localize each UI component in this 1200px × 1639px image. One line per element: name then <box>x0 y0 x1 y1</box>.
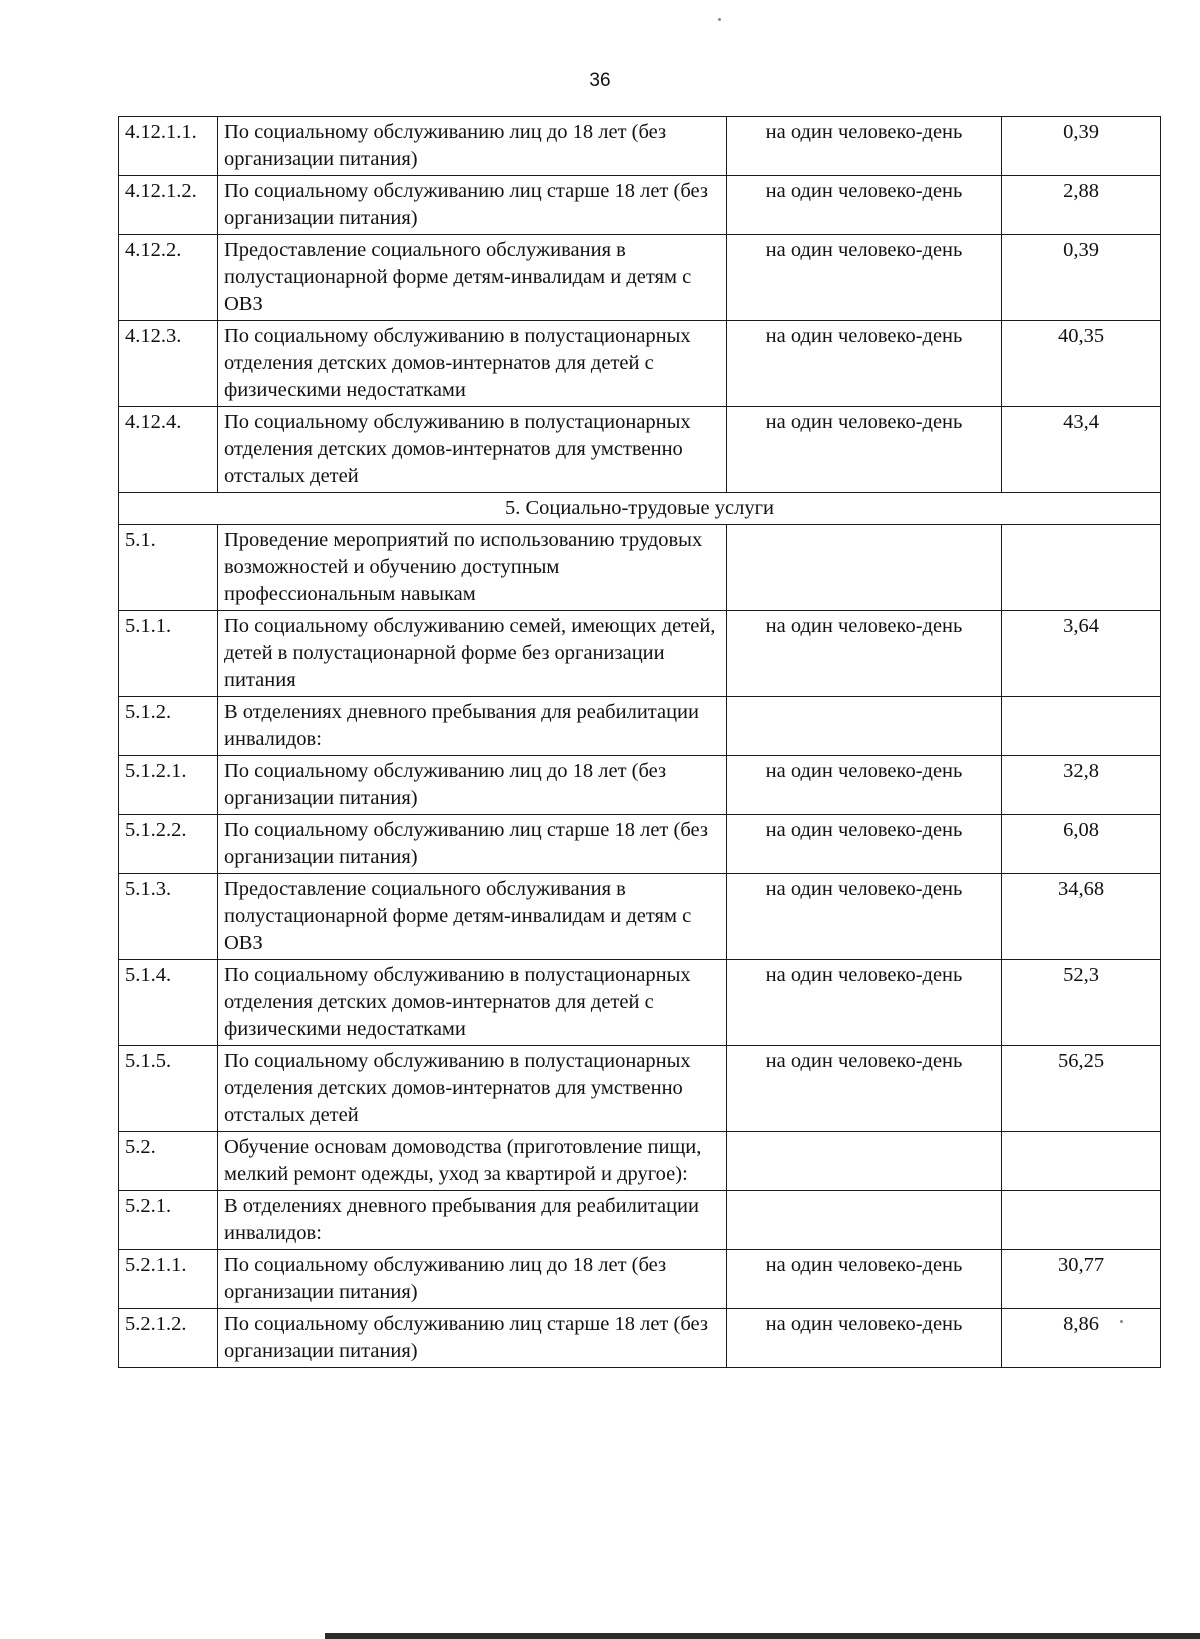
table-row <box>119 117 1161 176</box>
row-code: 5.1.2. <box>119 697 218 756</box>
row-value: 34,68 <box>1002 874 1161 960</box>
page-number: 36 <box>589 70 611 91</box>
tariff-table <box>118 116 1161 1368</box>
table-row <box>119 1046 1161 1132</box>
row-unit: на один человеко-день <box>727 1250 1002 1309</box>
table-row <box>119 1132 1161 1191</box>
row-description: По социальному обслуживанию в полустационарных отделения детских домов-интернатов для умственно отсталых детей <box>218 1046 727 1132</box>
row-code: 5.1.2.1. <box>119 756 218 815</box>
row-description: По социальному обслуживанию лиц старше 18 лет (без организации питания) <box>218 815 727 874</box>
row-code: 5.1.5. <box>119 1046 218 1132</box>
row-code: 5.2.1. <box>119 1191 218 1250</box>
table-row <box>119 407 1161 493</box>
row-code: 4.12.1.2. <box>119 176 218 235</box>
row-value: 2,88 <box>1002 176 1161 235</box>
table-row <box>119 611 1161 697</box>
row-code: 5.1.3. <box>119 874 218 960</box>
table-row <box>119 697 1161 756</box>
row-unit: на один человеко-день <box>727 117 1002 176</box>
row-value: 6,08 <box>1002 815 1161 874</box>
tariff-table-body <box>119 117 1161 1368</box>
table-row <box>119 1309 1161 1368</box>
table-row <box>119 235 1161 321</box>
row-description: По социальному обслуживанию в полустационарных отделения детских домов-интернатов для умственно отсталых детей <box>218 407 727 493</box>
table-row <box>119 1250 1161 1309</box>
table-row <box>119 756 1161 815</box>
row-unit <box>727 697 1002 756</box>
row-description: По социальному обслуживанию семей, имеющих детей, детей в полустационарной форме без организации питания <box>218 611 727 697</box>
row-description: По социальному обслуживанию лиц старше 18 лет (без организации питания) <box>218 1309 727 1368</box>
row-code: 5.1.2.2. <box>119 815 218 874</box>
row-description: Предоставление социального обслуживания в полустационарной форме детям-инвалидам и детям с ОВЗ <box>218 235 727 321</box>
row-unit: на один человеко-день <box>727 321 1002 407</box>
row-code: 5.1.4. <box>119 960 218 1046</box>
scan-speck <box>718 18 721 21</box>
row-code: 5.2. <box>119 1132 218 1191</box>
row-unit: на один человеко-день <box>727 815 1002 874</box>
table-row <box>119 525 1161 611</box>
row-unit: на один человеко-день <box>727 235 1002 321</box>
row-description: По социальному обслуживанию лиц до 18 лет (без организации питания) <box>218 117 727 176</box>
section-header-row <box>119 493 1161 525</box>
row-value: 0,39 <box>1002 117 1161 176</box>
row-code: 5.2.1.2. <box>119 1309 218 1368</box>
scan-edge-line <box>325 1633 1200 1639</box>
row-code: 5.1. <box>119 525 218 611</box>
row-value <box>1002 525 1161 611</box>
row-value: 30,77 <box>1002 1250 1161 1309</box>
table-row <box>119 874 1161 960</box>
row-description: По социальному обслуживанию в полустационарных отделения детских домов-интернатов для детей с физическими недостатками <box>218 960 727 1046</box>
table-row <box>119 815 1161 874</box>
row-unit: на один человеко-день <box>727 611 1002 697</box>
row-code: 4.12.2. <box>119 235 218 321</box>
table-row <box>119 176 1161 235</box>
row-value: 56,25 <box>1002 1046 1161 1132</box>
row-value: 0,39 <box>1002 235 1161 321</box>
row-value: 32,8 <box>1002 756 1161 815</box>
table-row <box>119 960 1161 1046</box>
row-unit: на один человеко-день <box>727 1309 1002 1368</box>
row-description: По социальному обслуживанию лиц старше 18 лет (без организации питания) <box>218 176 727 235</box>
row-unit: на один человеко-день <box>727 874 1002 960</box>
row-description: По социальному обслуживанию в полустационарных отделения детских домов-интернатов для детей с физическими недостатками <box>218 321 727 407</box>
row-unit <box>727 1132 1002 1191</box>
row-code: 4.12.4. <box>119 407 218 493</box>
row-description: В отделениях дневного пребывания для реабилитации инвалидов: <box>218 697 727 756</box>
row-unit: на один человеко-день <box>727 407 1002 493</box>
row-unit: на один человеко-день <box>727 176 1002 235</box>
row-value: 40,35 <box>1002 321 1161 407</box>
table-row <box>119 1191 1161 1250</box>
row-description: Предоставление социального обслуживания в полустационарной форме детям-инвалидам и детям с ОВЗ <box>218 874 727 960</box>
row-value: 3,64 <box>1002 611 1161 697</box>
scan-speck <box>1120 1320 1123 1323</box>
row-value: 43,4 <box>1002 407 1161 493</box>
row-unit: на один человеко-день <box>727 960 1002 1046</box>
row-description: В отделениях дневного пребывания для реабилитации инвалидов: <box>218 1191 727 1250</box>
table-row <box>119 321 1161 407</box>
row-value: 8,86 <box>1002 1309 1161 1368</box>
row-description: По социальному обслуживанию лиц до 18 лет (без организации питания) <box>218 756 727 815</box>
row-unit: на один человеко-день <box>727 1046 1002 1132</box>
row-value <box>1002 697 1161 756</box>
row-unit <box>727 1191 1002 1250</box>
section-title: 5. Социально-трудовые услуги <box>119 493 1161 525</box>
row-unit: на один человеко-день <box>727 756 1002 815</box>
row-code: 4.12.3. <box>119 321 218 407</box>
row-value <box>1002 1191 1161 1250</box>
row-value: 52,3 <box>1002 960 1161 1046</box>
row-code: 4.12.1.1. <box>119 117 218 176</box>
row-code: 5.1.1. <box>119 611 218 697</box>
row-description: По социальному обслуживанию лиц до 18 лет (без организации питания) <box>218 1250 727 1309</box>
row-description: Обучение основам домоводства (приготовление пищи, мелкий ремонт одежды, уход за квартирой и другое): <box>218 1132 727 1191</box>
row-value <box>1002 1132 1161 1191</box>
row-unit <box>727 525 1002 611</box>
row-code: 5.2.1.1. <box>119 1250 218 1309</box>
row-description: Проведение мероприятий по использованию трудовых возможностей и обучению доступным профессиональным навыкам <box>218 525 727 611</box>
